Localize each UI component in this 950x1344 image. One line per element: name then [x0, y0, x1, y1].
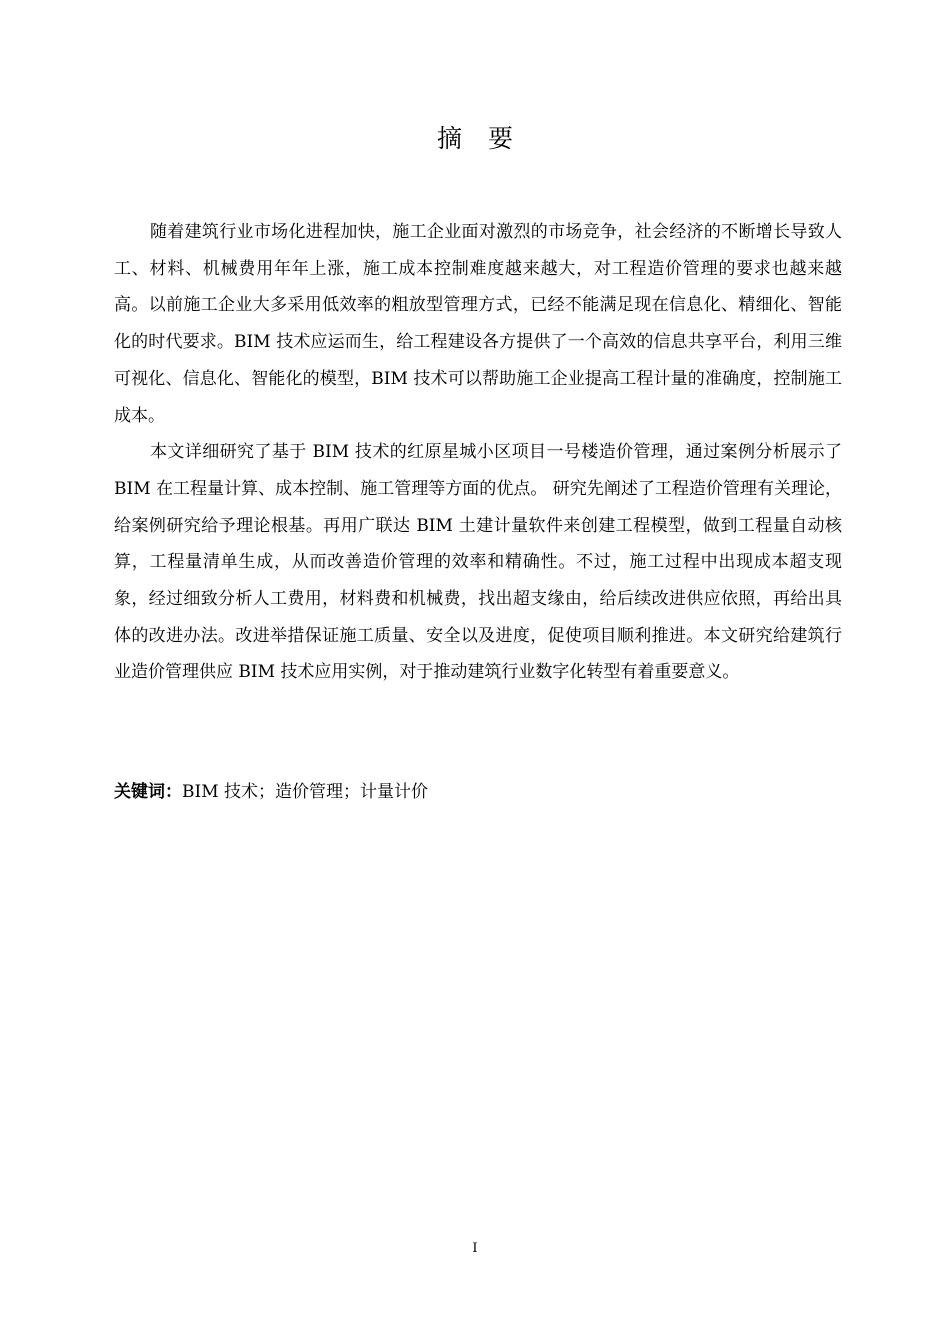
keywords-text: BIM 技术；造价管理；计量计价 [182, 782, 429, 802]
abstract-body [114, 214, 842, 691]
keywords-line [114, 774, 842, 810]
keywords-label: 关键词： [114, 782, 182, 802]
page-number: I [472, 1241, 478, 1256]
abstract-paragraph-2: 本文详细研究了基于 BIM 技术的红原星城小区项目一号楼造价管理，通过案例分析展示了 BIM 在工程量计算、成本控制、施工管理等方面的优点。 研究先阐述了工程造价管理有关理论，给案例研究给予理论根基。再用广联达 BIM 土建计量软件来创建工程模型，做到工程量自动核算，工程量清单生成，从而改善造价管理的效率和精确性。不过，施工过程中出现成本超支现象，经过细致分析人工费用，材料费和机械费，找出超支缘由，给后续改进供应依照，再给出具体的改进办法。改进举措保证施工质量、安全以及进度，促使项目顺利推进。本文研究给建筑行业造价管理供应 BIM 技术应用实例，对于推动建筑行业数字化转型有着重要意义。 [114, 442, 842, 683]
abstract-paragraph-1: 随着建筑行业市场化进程加快，施工企业面对激烈的市场竞争，社会经济的不断增长导致人工、材料、机械费用年年上涨，施工成本控制难度越来越大，对工程造价管理的要求也越来越高。以前施工企业大多采用低效率的粗放型管理方式，已经不能满足现在信息化、精细化、智能化的时代要求。BIM 技术应运而生，给工程建设各方提供了一个高效的信息共享平台，利用三维可视化、信息化、智能化的模型，BIM 技术可以帮助施工企业提高工程计量的准确度，控制施工成本。 [114, 222, 842, 426]
abstract-title: 摘要 [436, 124, 539, 153]
